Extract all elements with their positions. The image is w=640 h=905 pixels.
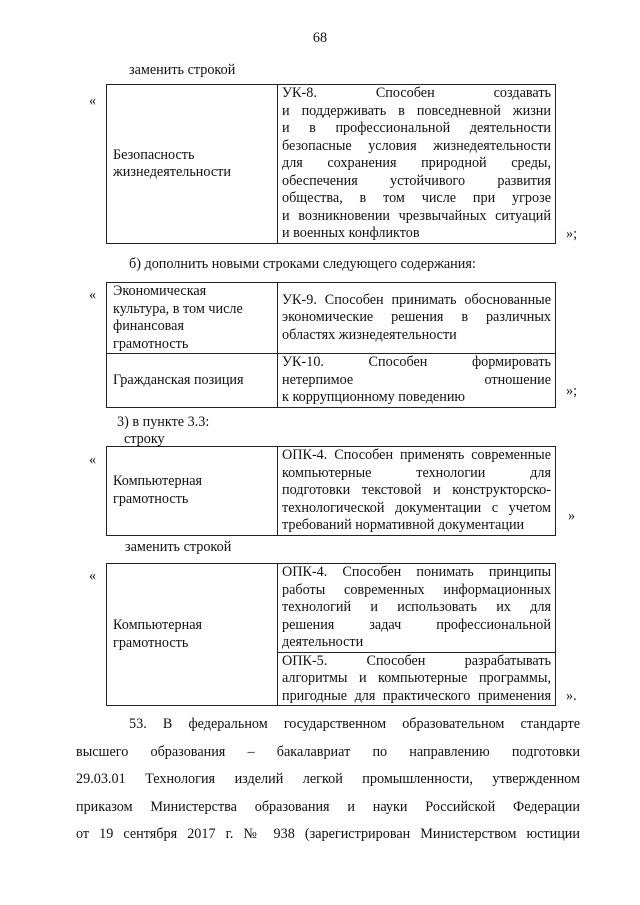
cell-line: обеспечения устойчивого развития — [282, 172, 551, 189]
cell-line: Компьютерная — [113, 473, 203, 490]
open-quote: « — [89, 287, 97, 303]
cell-line: для сохранения природной среды, — [282, 155, 551, 171]
table-cell-competency — [278, 85, 556, 244]
close-quote: »; — [566, 383, 578, 399]
cell-line: ОПК-5. Способен разрабатывать — [282, 652, 551, 669]
cell-line: Безопасность — [113, 146, 195, 163]
table-cell-area — [107, 447, 278, 536]
cell-line: УК-9. Способен принимать обоснованные — [282, 291, 551, 308]
cell-line: грамотность — [113, 490, 189, 507]
open-quote: « — [89, 568, 97, 584]
cell-line: деятельности — [282, 634, 364, 650]
table-cell-area — [107, 85, 278, 244]
table-cell-competency — [278, 354, 556, 408]
cell-line: безопасные условия жизнедеятельности — [282, 137, 551, 154]
table-cell-competency — [278, 283, 556, 354]
cell-line: технологий и использовать их для — [282, 599, 551, 615]
section-label: заменить строкой — [125, 539, 232, 555]
cell-line: финансовая — [113, 318, 184, 334]
section-label: заменить строкой — [129, 62, 236, 78]
competency-table-2 — [106, 282, 556, 408]
paragraph-line: 29.03.01 Технология изделий легкой промышленности, утвержденном — [76, 771, 580, 787]
table-cell-area — [107, 354, 278, 408]
section-label: б) дополнить новыми строками следующего содержания: — [129, 256, 476, 272]
paragraph-line: 53. В федеральном государственном образовательном стандарте — [129, 716, 580, 732]
cell-line: алгоритмы и компьютерные программы, — [282, 670, 551, 686]
cell-line: пригодные для практического применения — [282, 687, 551, 704]
cell-line: Экономическая — [113, 283, 207, 299]
cell-line: требований нормативной документации — [282, 517, 525, 533]
cell-line: областях жизнедеятельности — [282, 326, 457, 343]
cell-line: и возникновении чрезвычайных ситуаций — [282, 207, 551, 224]
paragraph-line: высшего образования – бакалавриат по направлению подготовки — [76, 743, 580, 760]
cell-line: подготовки текстовой и конструкторско- — [282, 482, 551, 498]
cell-line: жизнедеятельности — [113, 164, 231, 180]
table-cell-area — [107, 283, 278, 354]
cell-line: экономические решения в различных — [282, 309, 551, 326]
section-label: 3) в пункте 3.3: — [117, 414, 210, 430]
section-sublabel: строку — [124, 431, 165, 447]
cell-line: и в профессиональной деятельности — [282, 120, 551, 136]
open-quote: « — [89, 93, 97, 109]
cell-line: УК-10. Способен формировать — [282, 354, 551, 370]
cell-line: и поддерживать в повседневной жизни — [282, 102, 551, 119]
table-cell-competency — [278, 564, 556, 653]
close-quote: ». — [566, 688, 577, 704]
cell-line: компьютерные технологии для — [282, 464, 551, 481]
competency-table-4 — [106, 563, 556, 706]
cell-line: и военных конфликтов — [282, 225, 420, 241]
cell-line: грамотность — [113, 634, 189, 651]
competency-table-1 — [106, 84, 556, 244]
page-number: 68 — [312, 30, 328, 46]
table-cell-competency — [278, 652, 556, 706]
cell-line: ОПК-4. Способен применять современные — [282, 447, 551, 463]
close-quote: »; — [566, 226, 578, 242]
open-quote: « — [89, 452, 97, 468]
cell-line: ОПК-4. Способен понимать принципы — [282, 564, 551, 580]
cell-line: УК-8. Способен создавать — [282, 85, 551, 101]
cell-line: технологической документации с учетом — [282, 499, 551, 516]
cell-line: работы современных информационных — [282, 581, 551, 598]
cell-line: нетерпимое отношение — [282, 371, 551, 388]
table-cell-competency — [278, 447, 556, 536]
cell-line: к коррупционному поведению — [282, 389, 466, 405]
cell-line: культура, в том числе — [113, 300, 243, 317]
competency-table-3 — [106, 446, 556, 536]
table-cell-area — [107, 564, 278, 706]
paragraph-53 — [76, 711, 580, 849]
cell-line: грамотность — [113, 335, 189, 352]
cell-line: Гражданская позиция — [113, 371, 244, 388]
cell-line: решения задач профессиональной — [282, 616, 551, 633]
cell-line: Компьютерная — [113, 617, 203, 633]
paragraph-line: от 19 сентября 2017 г. № 938 (зарегистрирован Министерством юстиции — [76, 826, 580, 842]
close-quote: » — [568, 508, 576, 524]
cell-line: общества, в том числе при угрозе — [282, 190, 551, 206]
paragraph-line: приказом Министерства образования и науки Российской Федерации — [76, 798, 580, 815]
